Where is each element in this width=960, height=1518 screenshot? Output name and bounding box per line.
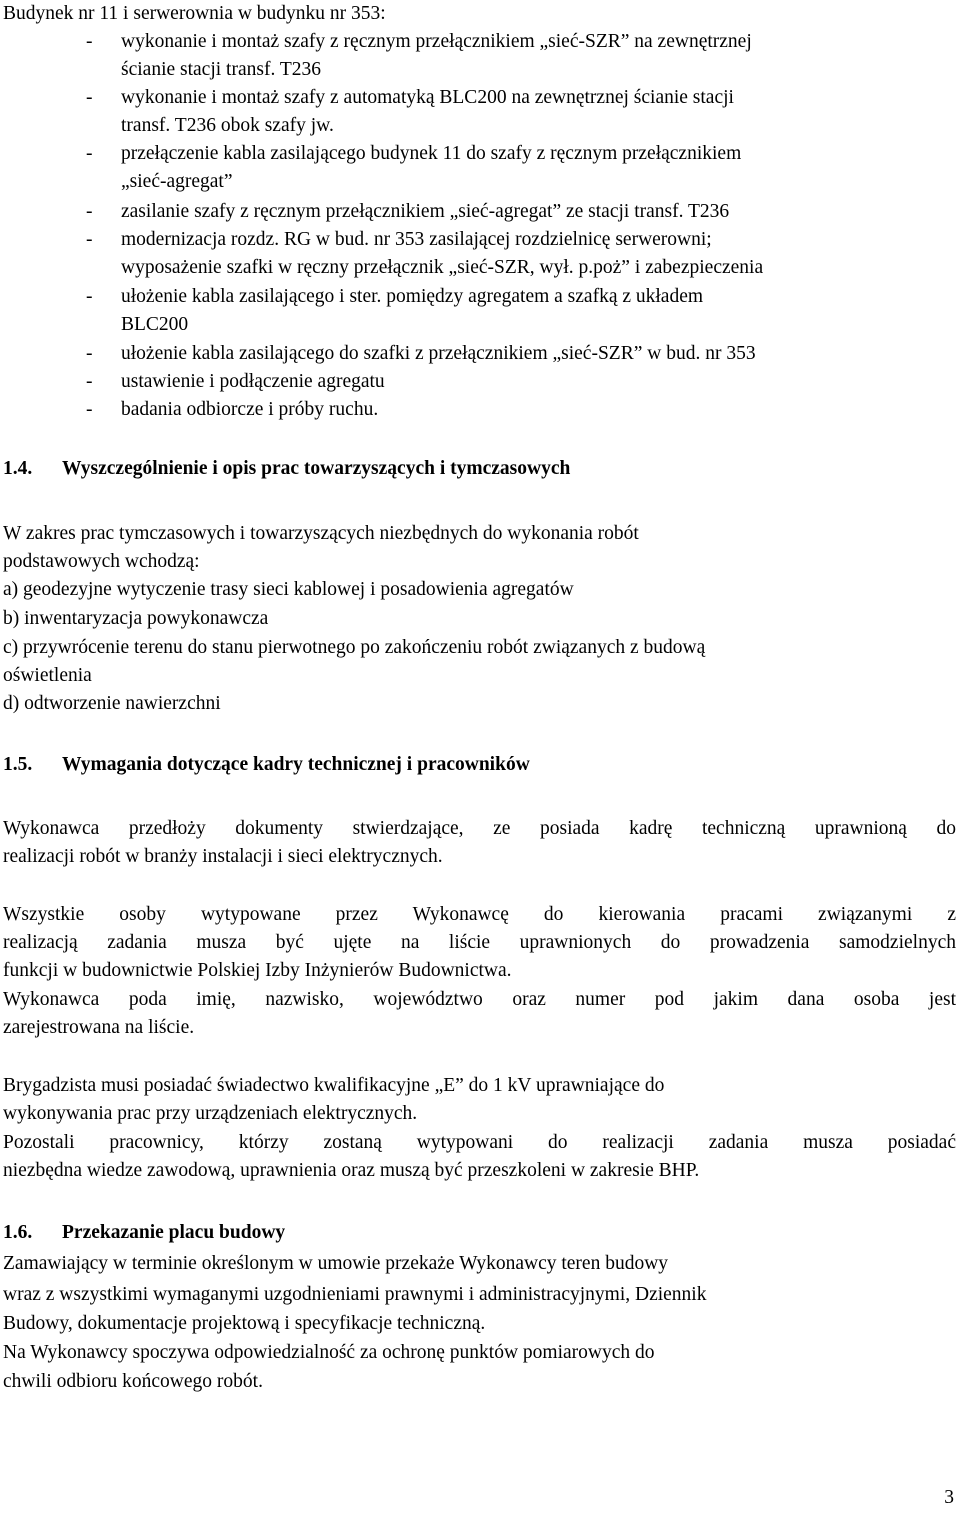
list-dash: - bbox=[86, 31, 93, 52]
header-line: Budynek nr 11 i serwerownia w budynku nr 353: bbox=[3, 3, 386, 24]
list-dash: - bbox=[86, 286, 93, 307]
list-item: a) geodezyjne wytyczenie trasy sieci kablowej i posadowienia agregatów bbox=[3, 579, 574, 600]
list-item-line: wyposażenie szafki w ręczny przełącznik „sieć-SZR, wył. p.poż” i zabezpieczenia bbox=[121, 257, 764, 278]
section-number: 1.5. bbox=[3, 754, 33, 775]
paragraph-line: zarejestrowana na liście. bbox=[3, 1017, 195, 1038]
list-item-line: wykonanie i montaż szafy z ręcznym przełącznikiem „sieć-SZR” na zewnętrznej bbox=[121, 31, 752, 52]
paragraph-line: Brygadzista musi posiadać świadectwo kwalifikacyjne „E” do 1 kV uprawniające do bbox=[3, 1075, 665, 1096]
list-item-line: zasilanie szafy z ręcznym przełącznikiem „sieć-agregat” ze stacji transf. T236 bbox=[121, 201, 730, 222]
list-item-line: przełączenie kabla zasilającego budynek 11 do szafy z ręcznym przełącznikiem bbox=[121, 143, 742, 164]
list-item: c) przywrócenie terenu do stanu pierwotnego po zakończeniu robót związanych z budową bbox=[3, 637, 706, 658]
paragraph-line: Wykonawca przedłoży dokumenty stwierdzające, ze posiada kadrę techniczną uprawnioną do bbox=[3, 818, 956, 839]
section-heading: Wyszczególnienie i opis prac towarzyszących i tymczasowych bbox=[62, 458, 571, 479]
list-dash: - bbox=[86, 229, 93, 250]
paragraph-line: Budowy, dokumentacje projektową i specyfikacje techniczną. bbox=[3, 1313, 486, 1334]
section-number: 1.6. bbox=[3, 1222, 33, 1243]
list-item-line: „sieć-agregat” bbox=[121, 171, 233, 192]
paragraph-line: Wszystkie osoby wytypowane przez Wykonawcę do kierowania pracami związanymi z bbox=[3, 904, 956, 925]
list-item-line: ścianie stacji transf. T236 bbox=[121, 59, 321, 80]
list-item: d) odtworzenie nawierzchni bbox=[3, 693, 221, 714]
list-item-line: transf. T236 obok szafy jw. bbox=[121, 115, 334, 136]
paragraph-line: W zakres prac tymczasowych i towarzyszących niezbędnych do wykonania robót bbox=[3, 523, 639, 544]
page-number: 3 bbox=[944, 1487, 954, 1508]
list-item-line: BLC200 bbox=[121, 314, 189, 335]
paragraph-line: Zamawiający w terminie określonym w umowie przekaże Wykonawcy teren budowy bbox=[3, 1253, 669, 1274]
list-item-line: ułożenie kabla zasilającego i ster. pomiędzy agregatem a szafką z układem bbox=[121, 286, 704, 307]
paragraph-line: wykonywania prac przy urządzeniach elektrycznych. bbox=[3, 1103, 418, 1124]
list-dash: - bbox=[86, 143, 93, 164]
paragraph-line: realizacji robót w branży instalacji i sieci elektrycznych. bbox=[3, 846, 443, 867]
paragraph-line: funkcji w budownictwie Polskiej Izby Inżynierów Budownictwa. bbox=[3, 960, 512, 981]
list-dash: - bbox=[86, 87, 93, 108]
paragraph-line: Wykonawca poda imię, nazwisko, województwo oraz numer pod jakim dana osoba jest bbox=[3, 989, 956, 1010]
section-heading: Wymagania dotyczące kadry technicznej i pracowników bbox=[62, 754, 530, 775]
list-dash: - bbox=[86, 371, 93, 392]
list-item-line: modernizacja rozdz. RG w bud. nr 353 zasilającej rozdzielnicę serwerowni; bbox=[121, 229, 712, 250]
paragraph-line: Pozostali pracownicy, którzy zostaną wytypowani do realizacji zadania musza posiadać bbox=[3, 1132, 956, 1153]
paragraph-line: realizacją zadania musza być ujęte na liście uprawnionych do prowadzenia samodzielnych bbox=[3, 932, 956, 953]
paragraph-line: Na Wykonawcy spoczywa odpowiedzialność za ochronę punktów pomiarowych do bbox=[3, 1342, 655, 1363]
list-item-line: badania odbiorcze i próby ruchu. bbox=[121, 399, 379, 420]
section-heading: Przekazanie placu budowy bbox=[62, 1222, 286, 1243]
list-item-line: ustawienie i podłączenie agregatu bbox=[121, 371, 385, 392]
paragraph-line: chwili odbioru końcowego robót. bbox=[3, 1371, 263, 1392]
section-number: 1.4. bbox=[3, 458, 33, 479]
list-item: oświetlenia bbox=[3, 665, 92, 686]
paragraph-line: wraz z wszystkimi wymaganymi uzgodnieniami prawnymi i administracyjnymi, Dziennik bbox=[3, 1284, 707, 1305]
list-item-line: wykonanie i montaż szafy z automatyką BLC200 na zewnętrznej ścianie stacji bbox=[121, 87, 734, 108]
list-dash: - bbox=[86, 399, 93, 420]
paragraph-line: niezbędna wiedze zawodową, uprawnienia oraz muszą być przeszkoleni w zakresie BHP. bbox=[3, 1160, 700, 1181]
paragraph-line: podstawowych wchodzą: bbox=[3, 551, 200, 572]
list-item-line: ułożenie kabla zasilającego do szafki z przełącznikiem „sieć-SZR” w bud. nr 353 bbox=[121, 343, 756, 364]
list-dash: - bbox=[86, 201, 93, 222]
list-dash: - bbox=[86, 343, 93, 364]
list-item: b) inwentaryzacja powykonawcza bbox=[3, 608, 269, 629]
